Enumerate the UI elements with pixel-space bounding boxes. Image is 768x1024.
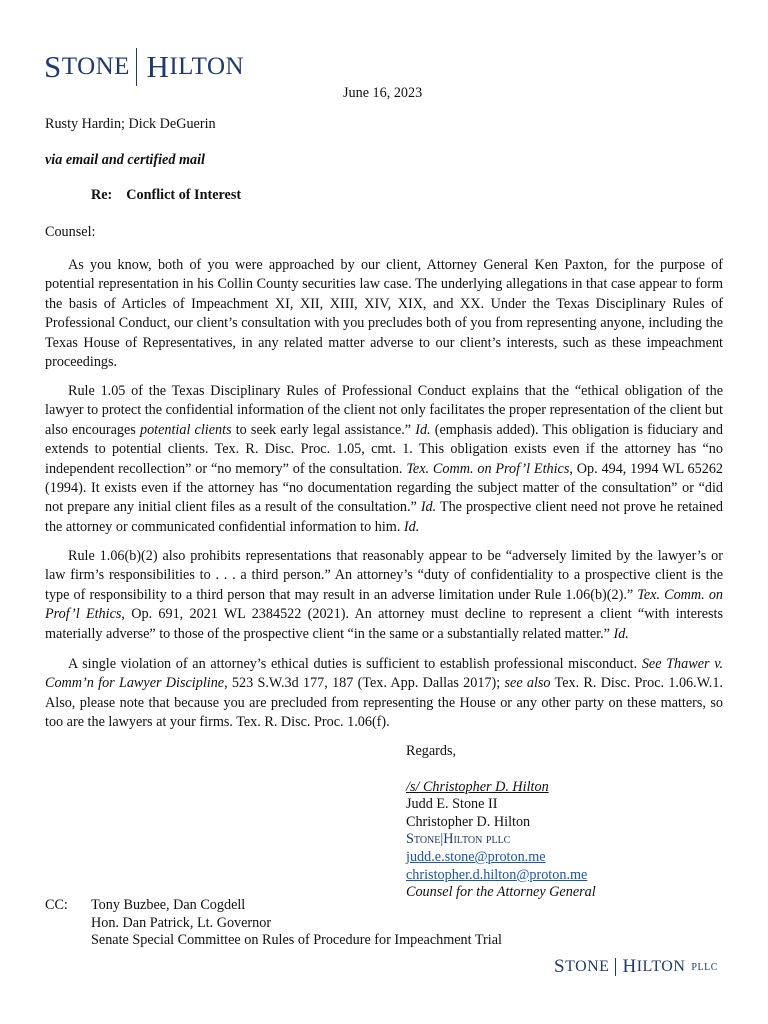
- closing: Regards,: [406, 743, 457, 759]
- cc-line: Tony Buzbee, Dan Cogdell: [91, 897, 246, 913]
- p2-cite-id-3: Id.: [403, 518, 420, 535]
- logo-tone: TONE: [61, 53, 130, 80]
- signer-name-2: Christopher D. Hilton: [406, 813, 531, 830]
- footer-pllc: pllc: [691, 959, 718, 974]
- e-signature: /s/ Christopher D. Hilton: [406, 778, 549, 795]
- signer-name-1: Judd E. Stone II: [406, 796, 498, 813]
- delivery-method: via email and certified mail: [45, 152, 205, 168]
- footer-h: H: [622, 956, 637, 977]
- re-subject: Conflict of Interest: [126, 187, 242, 203]
- logo-s: S: [44, 49, 62, 84]
- addressees: Rusty Hardin; Dick DeGuerin: [45, 116, 216, 132]
- p3-cite-ethics: Tex. Comm. on Prof’l Ethics: [45, 586, 724, 623]
- p4-see-also: see also: [504, 675, 551, 692]
- paragraph-1-text: As you know, both of you were approached by our client, Attorney General Ken Paxton, for the purpose of potential representation in his Collin County securities law case. The underlying allegations in that case appear to form the basis of Articles of Impeachment XI, XII, XIII, XIV, XIX, and XX. Under the Texas Disciplinary Rules of Professional Conduct, our client’s consultation with you precludes both of you from representing anyone, including the Texas House of Representatives, in any related matter adverse to our client’s interests, such as these impeachment proceedings.: [45, 257, 723, 371]
- cc-line: Hon. Dan Patrick, Lt. Governor: [91, 914, 272, 931]
- firm-name: Stone|Hilton pllc: [406, 831, 511, 848]
- p4-text-a: A single violation of an attorney’s ethical duties is sufficient to establish professional misconduct.: [68, 656, 642, 672]
- paragraph-2: [45, 382, 723, 537]
- logo-h: H: [146, 49, 170, 84]
- cc-block: [45, 897, 502, 950]
- p4-text-c: , 523 S.W.3d 177, 187 (Tex. App. Dallas 2017);: [224, 675, 505, 692]
- p3-text-a: Rule 1.06(b)(2) also prohibits representations that reasonably appear to be “adversely limited by the lawyer’s or law firm’s responsibilities to . . . a third person.” An attorney’s “duty of confidentiality to a prospective client is the type of responsibility to a third person that may result in an adverse limitation under Rule 1.06(b)(2).”: [45, 548, 723, 603]
- p2-text-c: to seek early legal assistance.”: [231, 421, 416, 438]
- p2-text-e: (emphasis added). This obligation is fiduciary and extends to potential clients. Tex. R. Disc. Proc. 1.05, cmt. 1. This obligation exists even if the attorney has “no independent recollection” or “no memory” of the consultation.: [45, 421, 723, 477]
- salutation: Counsel:: [45, 224, 96, 240]
- p2-cite-id-1: Id.: [415, 421, 431, 438]
- p2-text-g: , Op. 494, 1994 WL 65262 (1994). It exists even if the attorney has “no documentation regarding the subject matter of the consultation” or “did not prepare any initial client files as a result of the consultation.”: [45, 460, 724, 516]
- p3-cite-id: Id.: [613, 625, 629, 642]
- re-line: [91, 186, 241, 206]
- email-link-stone[interactable]: judd.e.stone@proton.me: [406, 848, 546, 865]
- footer-ilton: ILTON: [636, 958, 686, 975]
- p4-cite-case: See Thawer v. Comm’n for Lawyer Discipline: [45, 656, 723, 692]
- footer-logo: [554, 956, 718, 978]
- paragraph-4: [45, 655, 723, 733]
- logo-ilton: ILTON: [169, 53, 245, 80]
- cc-line: Senate Special Committee on Rules of Procedure for Impeachment Trial: [91, 932, 502, 949]
- signature-block: [406, 743, 596, 902]
- cc-label: CC:: [45, 897, 68, 913]
- signer-role: Counsel for the Attorney General: [406, 884, 596, 901]
- p2-cite-ethics: Tex. Comm. on Prof’l Ethics: [406, 460, 570, 477]
- p3-text-c: , Op. 691, 2021 WL 2384522 (2021). An attorney must decline to represent a client “with interests materially adverse” to those of the prospective client “in the same or a substantially related matter.”: [45, 606, 723, 642]
- paragraph-3: [45, 547, 723, 644]
- paragraph-1: [45, 256, 723, 372]
- footer-tone: TONE: [565, 958, 610, 975]
- footer-s: S: [554, 956, 566, 977]
- email-link-hilton[interactable]: christopher.d.hilton@proton.me: [406, 866, 588, 883]
- p2-text-a: Rule 1.05 of the Texas Disciplinary Rules of Professional Conduct explains that the “ethical obligation of the lawyer to protect the confidential information of the client not only facilitates the proper representation of the client but also encourages: [45, 383, 723, 438]
- p2-emphasis: potential clients: [139, 421, 232, 438]
- re-label: Re:: [91, 187, 113, 203]
- p2-cite-id-2: Id.: [420, 499, 437, 516]
- letter-date: June 16, 2023: [343, 85, 423, 101]
- p4-text-e: Tex. R. Disc. Proc. 1.06.W.1. Also, please note that because you are precluded from representing the House or any other party on these matters, so too are the lawyers at your firms. Tex. R. Disc. Proc. 1.06(f).: [45, 675, 723, 731]
- p2-text-i: The prospective client need not prove he retained the attorney or communicated confidential information to him.: [45, 499, 723, 535]
- letterhead-logo: [44, 48, 244, 86]
- footer-divider: [615, 958, 616, 976]
- logo-divider: [136, 48, 138, 86]
